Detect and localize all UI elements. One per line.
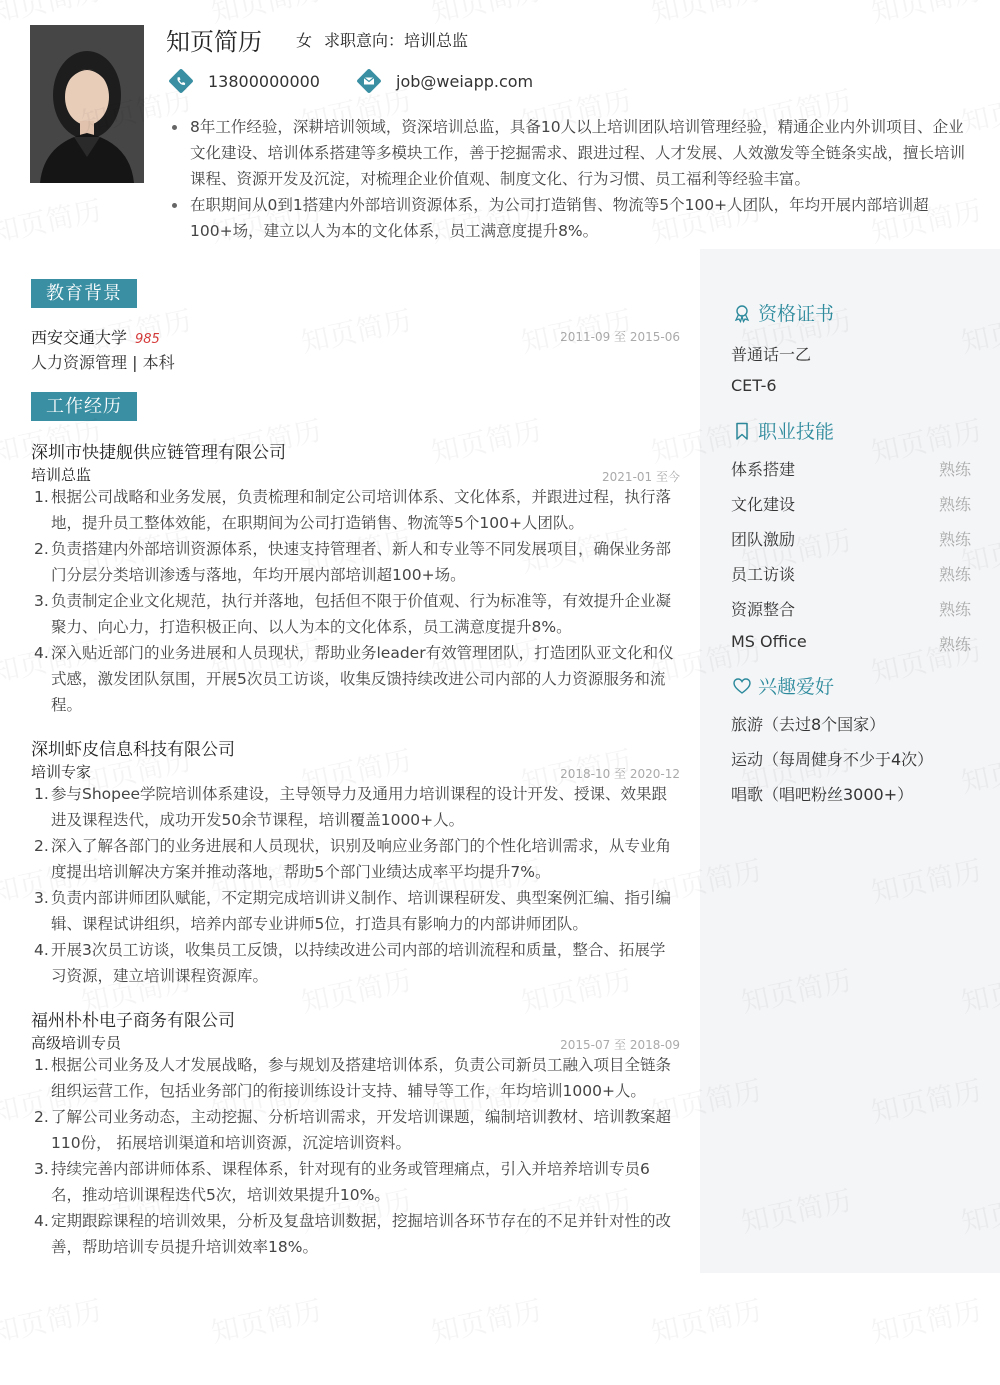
hobbies-title [732,672,834,699]
certs-title [732,299,834,326]
skill-level: 熟练 [938,460,971,479]
job-date: 2018-10 至 2020-12 [560,767,680,781]
duty-item: 4. 定期跟踪课程的培训效果，分析及复盘培训数据，挖掘培训各环节存在的不足并针对性的改善，帮助培训专员提升培训效率18%。 [34,1212,672,1256]
watermark-text [0,1289,105,1351]
watermark-text [427,409,545,471]
duty-item: 3. 持续完善内部讲师体系、课程体系，针对现有的业务或管理痛点，引入并培养培训专员6名，推动培训课程迭代5次，培训效果提升10%。 [34,1160,650,1204]
watermark-text [207,1289,325,1351]
skill-level: 熟练 [938,600,971,619]
skill-level: 熟练 [938,530,971,549]
watermark-text [427,0,545,31]
skills-title [732,417,834,444]
watermark-text [867,1289,985,1351]
skill-row [731,597,971,620]
duty-list [31,781,679,989]
skill-row [731,527,971,550]
duty-item: 4. 开展3次员工访谈，收集员工反馈，以持续改进公司内部的培训流程和质量，整合、拓展学习资源，建立培训课程资源库。 [34,941,666,985]
skill-name: 员工访谈 [731,565,796,584]
company-name: 深圳市快捷舰供应链管理有限公司 [31,443,286,463]
hobby-item: 运动（每周健身不少于4次） [731,750,934,769]
major-degree: 人力资源管理 | 本科 [31,353,175,372]
company-name: 深圳虾皮信息科技有限公司 [31,740,235,760]
job-role: 培训专家 [31,763,92,781]
hobbies-title-label: 兴趣爱好 [758,676,835,698]
award-icon [732,303,752,323]
watermark-text [867,0,985,31]
watermark-text [647,0,765,31]
duty-item: 2. 负责搭建内外部培训资源体系，快速支持管理者、新人和专业等不同发展项目，确保业务部门分层分类培训渗透与落地，年均开展内部培训超100+场。 [34,540,672,584]
school-label: 西安交通大学 [31,328,128,347]
cert-item: 普通话一乙 [731,345,812,364]
skill-row [731,632,971,654]
job-role: 培训总监 [31,466,92,484]
phone-number: 13800000000 [208,71,320,91]
resume-name: 知页简历 [166,28,262,56]
duty-item: 2. 了解公司业务动态，主动挖掘、分析培训需求，开发培训课题，编制培训教材、培训教案超110份， 拓展培训渠道和培训资源，沉淀培训资料。 [34,1108,672,1152]
bookmark-icon [732,421,752,441]
watermark-text [427,1289,545,1351]
hobby-item: 旅游（去过8个国家） [731,715,886,734]
skill-row [731,492,971,515]
certs-title-label: 资格证书 [758,303,835,325]
summary-list [170,114,976,244]
summary-item: 在职期间从0到1搭建内外部培训资源体系，为公司打造销售、物流等5个100+人团队，年均开展内部培训超100+场，建立以人为本的文化体系，员工满意度提升8%。 [170,192,976,244]
email-contact[interactable] [356,68,533,94]
watermark-text [0,189,105,251]
skill-row [731,562,971,585]
duty-item: 1. 参与Shopee学院培训体系建设，主导领导力及通用力培训课程的设计开发、授课、效果跟进及课程迭代，成功开发50余节课程，培训覆盖1000+人。 [34,785,668,829]
skill-level: 熟练 [938,495,971,514]
skill-row [731,457,971,480]
phone-icon [168,68,194,94]
job-date: 2015-07 至 2018-09 [560,1038,680,1052]
skill-name: MS Office [731,632,807,651]
watermark-text [297,299,415,361]
watermark-text [647,1289,765,1351]
job-intent: 求职意向：培训总监 [324,31,469,50]
phone-contact[interactable] [168,68,320,94]
summary-item: 8年工作经验，深耕培训领域，资深培训总监，具备10人以上培训团队培训管理经验，精通企业内外训项目、企业文化建设、培训体系搭建等多模块工作，善于挖掘需求、跟进过程、人才发展、人效激发等全链条实战，擅长培训课程、资源开发及沉淀，对梳理企业价值观、制度文化、行为习惯、员工福利等经验丰富。 [170,114,976,192]
duty-list [31,484,679,718]
skill-name: 团队激励 [731,530,796,549]
work-section-title: 工作经历 [31,392,137,421]
duty-list [31,1052,679,1260]
job-role: 高级培训专员 [31,1034,122,1052]
skill-name: 资源整合 [731,600,796,619]
gender-text: 女 [296,31,313,50]
school-name [31,325,160,348]
duty-item: 3. 负责制定企业文化规范，执行并落地，包括但不限于价值观、行为标准等，有效提升企业凝聚力、向心力，打造积极正向、以人为本的文化体系，员工满意度提升8%。 [34,592,672,636]
skill-name: 文化建设 [731,495,796,514]
badge-985: 985 [135,332,160,347]
job-date: 2021-01 至今 [602,470,680,484]
duty-item: 1. 根据公司业务及人才发展战略，参与规划及搭建培训体系，负责公司新员工融入项目全链条组织运营工作，包括业务部门的衔接训练设计支持、辅导等工作，年均培训1000+人。 [34,1056,672,1100]
company-name: 福州朴朴电子商务有限公司 [31,1011,235,1031]
duty-item: 3. 负责内部讲师团队赋能，不定期完成培训讲义制作、培训课程研发、典型案例汇编、指引编辑、课程试讲组织，培养内部专业讲师5位，打造具有影响力的内部讲师团队。 [34,889,672,933]
email-icon [356,68,382,94]
skill-name: 体系搭建 [731,460,796,479]
skill-level: 熟练 [938,565,971,584]
hobby-item: 唱歌（唱吧粉丝3000+） [731,785,914,804]
heart-icon [732,676,752,696]
duty-item: 2. 深入了解各部门的业务进展和人员现状，识别及响应业务部门的个性化培训需求，从专业角度提出培训解决方案并推动落地，帮助5个部门业绩达成率平均提升7%。 [34,837,672,881]
education-date: 2011-09 至 2015-06 [560,330,680,344]
education-section-title: 教育背景 [31,279,137,308]
duty-item: 4. 深入贴近部门的业务进展和人员现状，帮助业务leader有效管理团队，打造团队亚文化和仪式感，激发团队氛围，开展5次员工访谈，收集反馈持续改进公司内部的人力资源服务和流程。 [34,644,674,714]
profile-photo [30,25,144,183]
email-address: job@weiapp.com [396,71,534,91]
duty-item: 1. 根据公司战略和业务发展，负责梳理和制定公司培训体系、文化体系，并跟进过程，执行落地，提升员工整体效能，在职期间为公司打造销售、物流等5个100+人团队。 [34,488,672,532]
skill-level: 熟练 [938,635,971,654]
skills-title-label: 职业技能 [758,421,835,443]
cert-item: CET-6 [731,376,777,395]
